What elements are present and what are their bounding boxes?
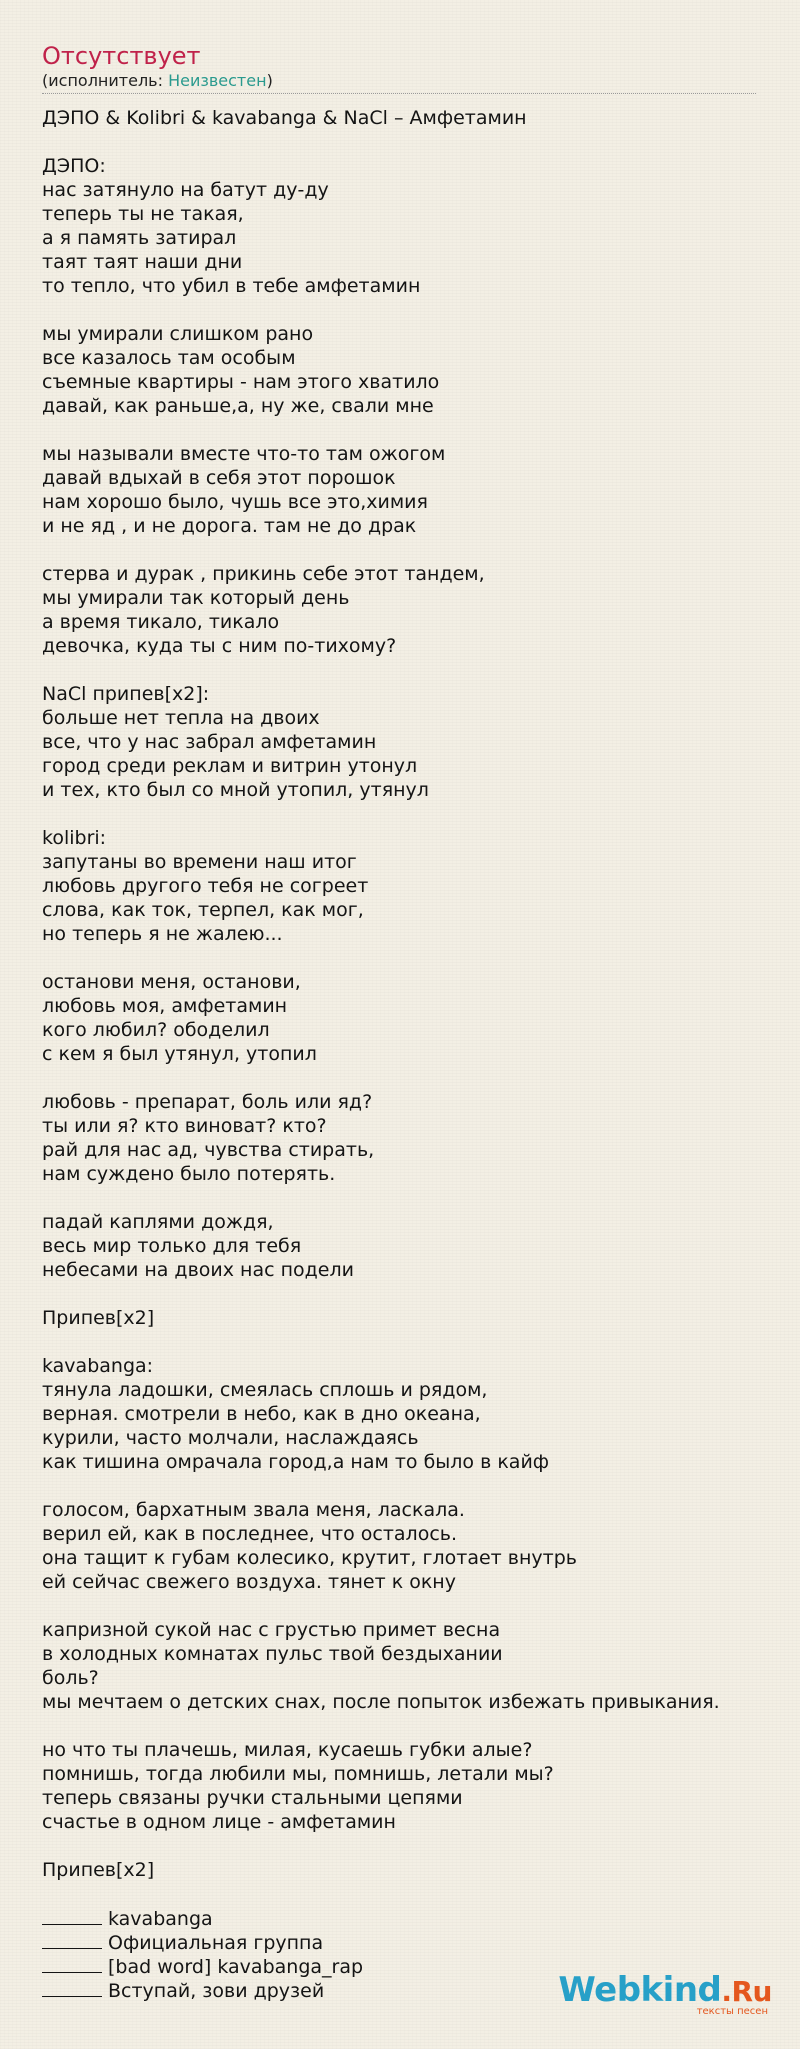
lyrics-line: голосом, бархатным звала меня, ласкала. xyxy=(42,1499,465,1521)
stanza xyxy=(42,970,758,1066)
footer-link-row xyxy=(42,1930,758,1954)
lyrics-line: любовь другого тебя не согреет xyxy=(42,875,369,897)
stanza xyxy=(42,682,758,802)
lyrics-line: все, что у нас забрал амфетамин xyxy=(42,731,377,753)
footer-link[interactable]: Официальная группа xyxy=(108,1932,324,1954)
lyrics-line: больше нет тепла на двоих xyxy=(42,707,320,729)
lyrics-line: мы умирали слишком рано xyxy=(42,323,314,345)
blank-underline xyxy=(42,1906,102,1925)
stanza xyxy=(42,1498,758,1594)
lyrics-line: девочка, куда ты с ним по-тихому? xyxy=(42,635,397,657)
lyrics-body xyxy=(42,154,758,1882)
logo-subtitle: тексты песен xyxy=(696,2006,768,2017)
logo-wordmark xyxy=(558,1972,772,2010)
lyrics-line: нам суждено было потерять. xyxy=(42,1163,336,1185)
lyrics-line: ты или я? кто виноват? кто? xyxy=(42,1115,327,1137)
lyrics-line: тянула ладошки, смеялась сплошь и рядом, xyxy=(42,1379,488,1401)
lyrics-line: небесами на двоих нас подели xyxy=(42,1259,354,1281)
lyrics-line: и тех, кто был со мной утопил, утянул xyxy=(42,779,429,801)
lyrics-line: весь мир только для тебя xyxy=(42,1235,302,1257)
lyrics-line: давай вдыхай в себя этот порошок xyxy=(42,467,396,489)
lyrics-line: слова, как ток, терпел, как мог, xyxy=(42,899,364,921)
lyrics-line: верная. смотрели в небо, как в дно океана, xyxy=(42,1403,481,1425)
lyrics-line: стерва и дурак , прикинь себе этот тандем, xyxy=(42,563,485,585)
webkind-logo[interactable] xyxy=(558,1972,772,2017)
lyrics-line: таят таят наши дни xyxy=(42,251,243,273)
lyrics-line: но что ты плачешь, милая, кусаешь губки алые? xyxy=(42,1739,533,1761)
lyrics-line: теперь связаны ручки стальными цепями xyxy=(42,1787,463,1809)
lyrics-line: Припев[x2] xyxy=(42,1859,155,1881)
performer-prefix: (исполнитель: xyxy=(42,71,169,90)
logo-web: Web xyxy=(558,1970,641,2010)
performer-suffix: ) xyxy=(266,71,273,90)
stanza xyxy=(42,826,758,946)
header-divider xyxy=(42,93,756,94)
lyrics-line: любовь моя, амфетамин xyxy=(42,995,288,1017)
lyrics-line: ей сейчас свежего воздуха. тянет к окну xyxy=(42,1571,456,1593)
footer-link[interactable]: kavabanga xyxy=(108,1908,213,1930)
blank-underline xyxy=(42,1930,102,1949)
lyrics-line: давай, как раньше,а, ну же, свали мне xyxy=(42,395,434,417)
lyrics-line: помнишь, тогда любили мы, помнишь, летали мы? xyxy=(42,1763,554,1785)
logo-kind: kind xyxy=(640,1970,722,2010)
footer-link[interactable]: [bad word] kavabanga_rap xyxy=(108,1956,364,1978)
lyrics-line: нас затянуло на батут ду-ду xyxy=(42,179,329,201)
lyrics-line: падай каплями дождя, xyxy=(42,1211,274,1233)
lyrics-line: Припев[x2] xyxy=(42,1307,155,1329)
lyrics-line: верил ей, как в последнее, что осталось. xyxy=(42,1523,458,1545)
stanza xyxy=(42,1210,758,1282)
lyrics-line: все казалось там особым xyxy=(42,347,296,369)
song-heading: ДЭПО & Kolibri & kavabanga & NaCl – Амфетамин xyxy=(42,107,527,129)
lyrics-line: нам хорошо было, чушь все это,химия xyxy=(42,491,428,513)
performer-link[interactable]: Неизвестен xyxy=(168,71,267,90)
stanza xyxy=(42,1306,758,1330)
lyrics-line: kolibri: xyxy=(42,827,107,849)
lyrics-page xyxy=(42,40,758,2002)
lyrics-line: NaCl припев[x2]: xyxy=(42,683,210,705)
lyrics-line: как тишина омрачала город,а нам то было в кайф xyxy=(42,1451,550,1473)
lyrics-line: съемные квартиры - нам этого хватило xyxy=(42,371,440,393)
lyrics-line: счастье в одном лице - амфетамин xyxy=(42,1811,396,1833)
lyrics-line: мы называли вместе что-то там ожогом xyxy=(42,443,446,465)
lyrics-line: кого любил? ободелил xyxy=(42,1019,270,1041)
lyrics-line: капризной сукой нас с грустью примет весна xyxy=(42,1619,501,1641)
lyrics-line: но теперь я не жалею... xyxy=(42,923,283,945)
lyrics-line: мы мечтаем о детских снах, после попыток избежать привыкания. xyxy=(42,1691,720,1713)
lyrics-line: рай для нас ад, чувства стирать, xyxy=(42,1139,375,1161)
lyrics-line: боль? xyxy=(42,1667,99,1689)
performer-line xyxy=(42,71,758,91)
lyrics-line: ДЭПО: xyxy=(42,155,106,177)
footer-link[interactable]: Вступай, зови друзей xyxy=(108,1980,325,2002)
lyrics-line: запутаны во времени наш итог xyxy=(42,851,357,873)
lyrics-line: любовь - препарат, боль или яд? xyxy=(42,1091,373,1113)
stanza xyxy=(42,1090,758,1186)
song-title: Отсутствует xyxy=(42,42,201,70)
stanza xyxy=(42,1618,758,1714)
lyrics-line: а время тикало, тикало xyxy=(42,611,280,633)
blank-underline xyxy=(42,1978,102,1997)
stanza xyxy=(42,1858,758,1882)
lyrics-line: мы умирали так который день xyxy=(42,587,350,609)
stanza xyxy=(42,1738,758,1834)
lyrics-line: город среди реклам и витрин утонул xyxy=(42,755,418,777)
footer-link-row xyxy=(42,1906,758,1930)
stanza xyxy=(42,442,758,538)
stanza xyxy=(42,562,758,658)
lyrics-line: и не яд , и не дорога. там не до драк xyxy=(42,515,417,537)
lyrics-line: kavabanga: xyxy=(42,1355,154,1377)
lyrics-line: теперь ты не такая, xyxy=(42,203,244,225)
lyrics-line: в холодных комнатах пульс твой бездыхании xyxy=(42,1643,503,1665)
stanza xyxy=(42,322,758,418)
lyrics-line: курили, часто молчали, наслаждаясь xyxy=(42,1427,419,1449)
lyrics-line: а я память затирал xyxy=(42,227,237,249)
stanza xyxy=(42,154,758,298)
stanza xyxy=(42,1354,758,1474)
logo-ru: .Ru xyxy=(721,1975,772,2008)
lyrics-line: с кем я был утянул, утопил xyxy=(42,1043,317,1065)
lyrics-line: останови меня, останови, xyxy=(42,971,301,993)
lyrics-line: то тепло, что убил в тебе амфетамин xyxy=(42,275,421,297)
lyrics-line: она тащит к губам колесико, крутит, глотает внутрь xyxy=(42,1547,577,1569)
blank-underline xyxy=(42,1954,102,1973)
